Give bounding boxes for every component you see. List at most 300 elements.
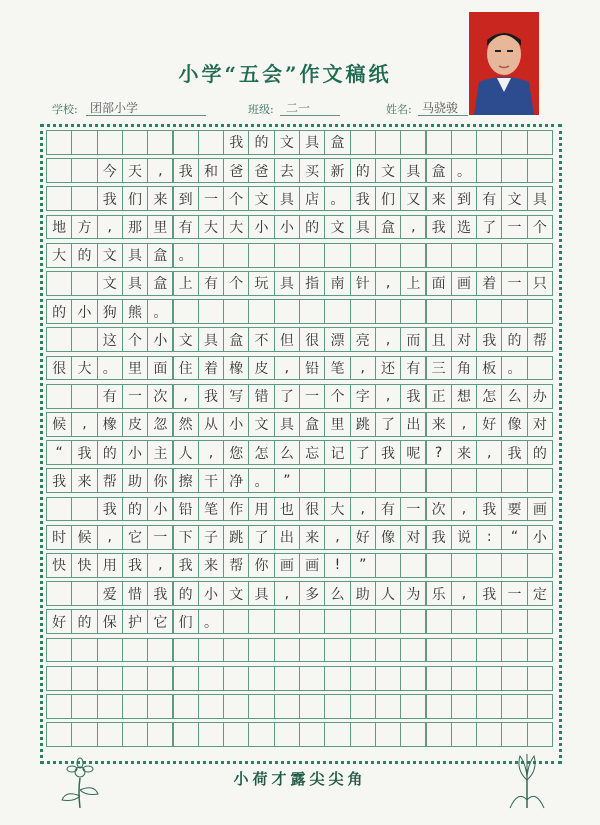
grid-cell: 上 — [400, 271, 426, 296]
grid-cell — [527, 356, 553, 381]
grid-cell — [476, 243, 502, 268]
grid-cell — [350, 243, 376, 268]
grid-cell: 定 — [527, 581, 553, 606]
grid-cell — [173, 299, 199, 324]
grid-cell — [476, 722, 502, 747]
grid-cell: 一 — [122, 384, 148, 409]
grid-cell: 错 — [248, 384, 274, 409]
grid-cell: 文 — [223, 581, 249, 606]
grid-cell — [274, 694, 300, 719]
grid-cell — [426, 609, 452, 634]
grid-cell: , — [451, 412, 477, 437]
grid-cell: 快 — [46, 553, 72, 578]
grid-cell — [299, 609, 325, 634]
grid-cell: 文 — [97, 243, 123, 268]
grid-cell — [375, 694, 401, 719]
grid-cell — [274, 722, 300, 747]
grid-cell: 我 — [198, 384, 224, 409]
grid-cell: 一 — [147, 525, 173, 550]
grid-cell: 对 — [527, 412, 553, 437]
grid-cell: 着 — [476, 271, 502, 296]
grid-cell: 具 — [400, 158, 426, 183]
grid-cell: 上 — [173, 271, 199, 296]
flower-left-icon — [52, 756, 107, 811]
grid-cell: 面 — [426, 271, 452, 296]
grid-cell: 作 — [223, 497, 249, 522]
name-label: 姓名: — [386, 103, 412, 116]
grid-cell: 的 — [350, 158, 376, 183]
grid-cell: 出 — [274, 525, 300, 550]
grid-cell — [476, 609, 502, 634]
grid-cell: , — [97, 215, 123, 240]
title-grid-cell — [198, 130, 224, 155]
grid-cell — [527, 722, 553, 747]
grid-cell: 有 — [97, 384, 123, 409]
grid-cell — [527, 553, 553, 578]
grid-cell — [248, 299, 274, 324]
grid-cell: 大 — [223, 215, 249, 240]
grid-cell: “ — [46, 440, 72, 465]
grid-cell: 帮 — [527, 327, 553, 352]
grid-cell: 时 — [46, 525, 72, 550]
grid-cell — [451, 722, 477, 747]
grid-cell: , — [350, 497, 376, 522]
school-underline — [86, 115, 206, 116]
title-grid-cell: 文 — [274, 130, 300, 155]
grid-cell: 来 — [426, 412, 452, 437]
title-grid-cell: 的 — [248, 130, 274, 155]
grid-cell — [46, 497, 72, 522]
grid-cell: 画 — [299, 553, 325, 578]
grid-cell: 一 — [501, 215, 527, 240]
grid-cell: 个 — [223, 186, 249, 211]
grid-cell: 但 — [274, 327, 300, 352]
grid-cell: 多 — [299, 581, 325, 606]
student-portrait-icon — [469, 12, 539, 115]
grid-cell: 的 — [71, 609, 97, 634]
grid-cell — [71, 497, 97, 522]
grid-cell — [426, 666, 452, 691]
grid-cell — [375, 638, 401, 663]
grid-cell: 我 — [147, 581, 173, 606]
title-grid-cell — [173, 130, 199, 155]
grid-cell: 我 — [97, 186, 123, 211]
title-grid-cell — [71, 130, 97, 155]
grid-cell — [71, 327, 97, 352]
school-label: 学校: — [52, 103, 78, 116]
grid-cell — [97, 722, 123, 747]
grid-cell — [426, 694, 452, 719]
grid-cell: 铅 — [299, 356, 325, 381]
grid-cell — [299, 694, 325, 719]
grid-cell — [350, 299, 376, 324]
grid-cell — [122, 638, 148, 663]
grid-cell: 出 — [400, 412, 426, 437]
grid-cell: , — [375, 384, 401, 409]
grid-cell: 像 — [501, 412, 527, 437]
grid-cell: “ — [501, 525, 527, 550]
grid-cell — [324, 694, 350, 719]
grid-cell: 橡 — [223, 356, 249, 381]
grid-cell: 而 — [400, 327, 426, 352]
grid-cell — [97, 694, 123, 719]
grid-cell — [122, 722, 148, 747]
grid-cell: 候 — [71, 525, 97, 550]
title-grid-cell — [400, 130, 426, 155]
grid-cell — [248, 666, 274, 691]
grid-cell — [324, 243, 350, 268]
grid-cell: 快 — [71, 553, 97, 578]
grid-cell: 一 — [198, 186, 224, 211]
grid-cell — [198, 666, 224, 691]
grid-cell — [299, 638, 325, 663]
grid-cell: 到 — [173, 186, 199, 211]
grid-cell: 不 — [248, 327, 274, 352]
grid-cell: , — [400, 215, 426, 240]
grid-cell — [71, 666, 97, 691]
grid-cell: 个 — [223, 271, 249, 296]
grid-cell: 写 — [223, 384, 249, 409]
title-grid-cell — [375, 130, 401, 155]
grid-cell: 的 — [501, 327, 527, 352]
grid-cell: 皮 — [248, 356, 274, 381]
grid-cell: 文 — [97, 271, 123, 296]
title-grid-cell — [147, 130, 173, 155]
grid-cell — [71, 186, 97, 211]
grid-cell: 方 — [71, 215, 97, 240]
grid-cell — [501, 666, 527, 691]
title-grid-cell — [426, 130, 452, 155]
grid-cell — [46, 581, 72, 606]
grid-cell: 了 — [350, 440, 376, 465]
title-grid-cell — [527, 130, 553, 155]
grid-cell: 文 — [248, 412, 274, 437]
grid-cell — [198, 694, 224, 719]
grid-cell — [400, 722, 426, 747]
grid-cell — [223, 666, 249, 691]
grid-cell: 。 — [173, 243, 199, 268]
grid-cell: 有 — [375, 497, 401, 522]
grid-cell: 人 — [375, 581, 401, 606]
grid-cell: 帮 — [97, 468, 123, 493]
grid-cell — [46, 327, 72, 352]
grid-cell: 角 — [451, 356, 477, 381]
grid-cell: 具 — [198, 327, 224, 352]
grid-cell: 这 — [97, 327, 123, 352]
grid-cell: , — [375, 271, 401, 296]
grid-cell: ” — [350, 553, 376, 578]
grid-cell: 一 — [501, 581, 527, 606]
grid-cell — [173, 722, 199, 747]
grid-cell: 人 — [173, 440, 199, 465]
grid-cell: 爸 — [248, 158, 274, 183]
name-underline — [418, 115, 468, 116]
title-grid-cell: 我 — [223, 130, 249, 155]
grid-cell — [527, 468, 553, 493]
grid-cell: 我 — [426, 215, 452, 240]
grid-cell — [324, 722, 350, 747]
grid-cell: 来 — [426, 186, 452, 211]
title-grid-cell — [451, 130, 477, 155]
grid-cell: 个 — [122, 327, 148, 352]
grid-cell — [375, 609, 401, 634]
grid-cell: 惜 — [122, 581, 148, 606]
grid-cell: 住 — [173, 356, 199, 381]
grid-cell — [173, 638, 199, 663]
grid-cell: 且 — [426, 327, 452, 352]
grid-cell — [451, 243, 477, 268]
grid-cell: 笔 — [324, 356, 350, 381]
grid-cell: 帮 — [223, 553, 249, 578]
grid-cell: 小 — [527, 525, 553, 550]
grid-cell — [501, 553, 527, 578]
grid-cell — [400, 609, 426, 634]
grid-cell: , — [71, 412, 97, 437]
grid-cell: 擦 — [173, 468, 199, 493]
grid-cell — [274, 666, 300, 691]
grid-cell — [400, 638, 426, 663]
grid-cell: 小 — [122, 440, 148, 465]
grid-cell — [476, 299, 502, 324]
grid-cell: 盒 — [223, 327, 249, 352]
grid-cell — [274, 609, 300, 634]
grid-cell: 具 — [350, 215, 376, 240]
title-grid-cell: 具 — [299, 130, 325, 155]
grid-cell: 助 — [122, 468, 148, 493]
grid-cell: 个 — [527, 215, 553, 240]
grid-cell — [299, 666, 325, 691]
grid-cell — [426, 638, 452, 663]
grid-cell: 文 — [501, 186, 527, 211]
grid-cell: 了 — [375, 412, 401, 437]
grid-cell — [147, 722, 173, 747]
grid-cell: 指 — [299, 271, 325, 296]
grid-cell: 笔 — [198, 497, 224, 522]
grid-cell: , — [147, 158, 173, 183]
grid-cell — [198, 243, 224, 268]
grid-cell: 么 — [501, 384, 527, 409]
grid-cell: 的 — [299, 215, 325, 240]
grid-cell: 乐 — [426, 581, 452, 606]
grid-cell: , — [476, 440, 502, 465]
grid-cell — [375, 666, 401, 691]
grid-cell — [97, 638, 123, 663]
grid-cell — [71, 271, 97, 296]
grid-cell — [527, 638, 553, 663]
grid-cell: 到 — [451, 186, 477, 211]
grid-cell: 跳 — [350, 412, 376, 437]
grid-cell: : — [476, 525, 502, 550]
grid-cell — [501, 243, 527, 268]
grid-cell: 要 — [501, 497, 527, 522]
grid-cell: 盒 — [426, 158, 452, 183]
grid-cell — [400, 299, 426, 324]
grid-cell: 天 — [122, 158, 148, 183]
grid-cell: 来 — [299, 525, 325, 550]
grid-cell: 也 — [274, 497, 300, 522]
grid-cell: 来 — [198, 553, 224, 578]
grid-cell: 主 — [147, 440, 173, 465]
grid-cell: 它 — [147, 609, 173, 634]
grid-cell: 南 — [324, 271, 350, 296]
grid-cell: 选 — [451, 215, 477, 240]
grid-cell: 大 — [46, 243, 72, 268]
grid-cell — [248, 722, 274, 747]
grid-cell — [198, 722, 224, 747]
grid-cell: 盒 — [375, 215, 401, 240]
grid-cell: 从 — [198, 412, 224, 437]
grid-cell: 们 — [375, 186, 401, 211]
grid-cell — [198, 638, 224, 663]
grid-cell: , — [451, 497, 477, 522]
grid-cell — [527, 694, 553, 719]
grid-cell — [223, 722, 249, 747]
grid-cell: 面 — [147, 356, 173, 381]
grid-cell — [223, 243, 249, 268]
name-value: 马骁骏 — [422, 101, 459, 115]
grid-cell: 文 — [248, 186, 274, 211]
grid-cell: 用 — [248, 497, 274, 522]
grid-cell: 我 — [426, 525, 452, 550]
grid-cell: 。 — [97, 356, 123, 381]
grid-cell: 字 — [350, 384, 376, 409]
grid-cell: 我 — [173, 553, 199, 578]
grid-cell: ? — [426, 440, 452, 465]
grid-cell — [501, 638, 527, 663]
grid-cell — [400, 243, 426, 268]
grid-cell: 橡 — [97, 412, 123, 437]
grid-cell: 小 — [71, 299, 97, 324]
grid-cell: 下 — [173, 525, 199, 550]
grid-cell — [274, 638, 300, 663]
lotus-right-icon — [500, 750, 555, 810]
grid-cell — [324, 468, 350, 493]
grid-cell — [476, 666, 502, 691]
grid-cell — [350, 694, 376, 719]
grid-cell — [527, 666, 553, 691]
grid-cell: , — [274, 356, 300, 381]
grid-cell: 说 — [451, 525, 477, 550]
student-photo — [469, 12, 539, 115]
grid-cell — [173, 694, 199, 719]
grid-cell: 。 — [501, 356, 527, 381]
grid-cell: 它 — [122, 525, 148, 550]
grid-cell — [71, 158, 97, 183]
grid-cell: 具 — [274, 271, 300, 296]
grid-cell — [375, 243, 401, 268]
grid-cell: 今 — [97, 158, 123, 183]
grid-cell — [527, 609, 553, 634]
grid-cell: 记 — [324, 440, 350, 465]
grid-cell: 护 — [122, 609, 148, 634]
grid-cell: 好 — [46, 609, 72, 634]
grid-cell: 具 — [274, 186, 300, 211]
grid-cell — [248, 694, 274, 719]
title-grid-cell — [122, 130, 148, 155]
grid-cell: 亮 — [350, 327, 376, 352]
grid-cell: 有 — [400, 356, 426, 381]
grid-cell: 还 — [375, 356, 401, 381]
grid-cell — [426, 299, 452, 324]
grid-cell — [147, 666, 173, 691]
grid-cell: 漂 — [324, 327, 350, 352]
grid-cell: 想 — [451, 384, 477, 409]
grid-cell — [476, 638, 502, 663]
grid-cell: 我 — [46, 468, 72, 493]
title-grid-cell — [476, 130, 502, 155]
grid-cell: 皮 — [122, 412, 148, 437]
title-grid-cell — [501, 130, 527, 155]
grid-cell — [324, 299, 350, 324]
grid-cell: , — [324, 525, 350, 550]
grid-cell — [426, 722, 452, 747]
grid-cell — [324, 638, 350, 663]
grid-cell: 具 — [122, 243, 148, 268]
grid-cell: 的 — [97, 440, 123, 465]
grid-cell: 文 — [324, 215, 350, 240]
grid-cell: 个 — [324, 384, 350, 409]
grid-cell — [71, 722, 97, 747]
grid-cell: 有 — [476, 186, 502, 211]
grid-cell: 具 — [527, 186, 553, 211]
grid-cell — [223, 694, 249, 719]
grid-cell — [375, 722, 401, 747]
grid-cell: 我 — [71, 440, 97, 465]
grid-cell: 针 — [350, 271, 376, 296]
grid-cell — [223, 299, 249, 324]
grid-cell: 画 — [527, 497, 553, 522]
grid-cell: 我 — [122, 553, 148, 578]
grid-cell — [46, 158, 72, 183]
grid-cell — [350, 722, 376, 747]
grid-cell: 为 — [400, 581, 426, 606]
grid-cell: 新 — [324, 158, 350, 183]
grid-cell: 净 — [223, 468, 249, 493]
grid-cell: , — [198, 440, 224, 465]
grid-cell — [71, 384, 97, 409]
grid-cell: 小 — [147, 497, 173, 522]
grid-cell: 们 — [122, 186, 148, 211]
grid-cell: 办 — [527, 384, 553, 409]
grid-cell: 铅 — [173, 497, 199, 522]
grid-cell: 。 — [451, 158, 477, 183]
grid-cell: 么 — [274, 440, 300, 465]
grid-cell: 来 — [147, 186, 173, 211]
grid-cell: 我 — [350, 186, 376, 211]
grid-cell: 里 — [324, 412, 350, 437]
grid-cell — [299, 299, 325, 324]
grid-cell: 呢 — [400, 440, 426, 465]
grid-cell: 有 — [198, 271, 224, 296]
grid-cell: 的 — [173, 581, 199, 606]
grid-cell — [46, 384, 72, 409]
grid-cell: 画 — [451, 271, 477, 296]
grid-cell: 大 — [71, 356, 97, 381]
grid-cell — [147, 694, 173, 719]
grid-cell: 那 — [122, 215, 148, 240]
grid-cell — [476, 468, 502, 493]
grid-cell: 。 — [248, 468, 274, 493]
grid-cell — [350, 666, 376, 691]
grid-cell — [248, 638, 274, 663]
grid-cell: 我 — [476, 581, 502, 606]
grid-cell — [501, 468, 527, 493]
grid-cell — [350, 638, 376, 663]
grid-cell: 一 — [299, 384, 325, 409]
grid-cell: 次 — [147, 384, 173, 409]
grid-cell: 画 — [274, 553, 300, 578]
grid-cell — [299, 243, 325, 268]
